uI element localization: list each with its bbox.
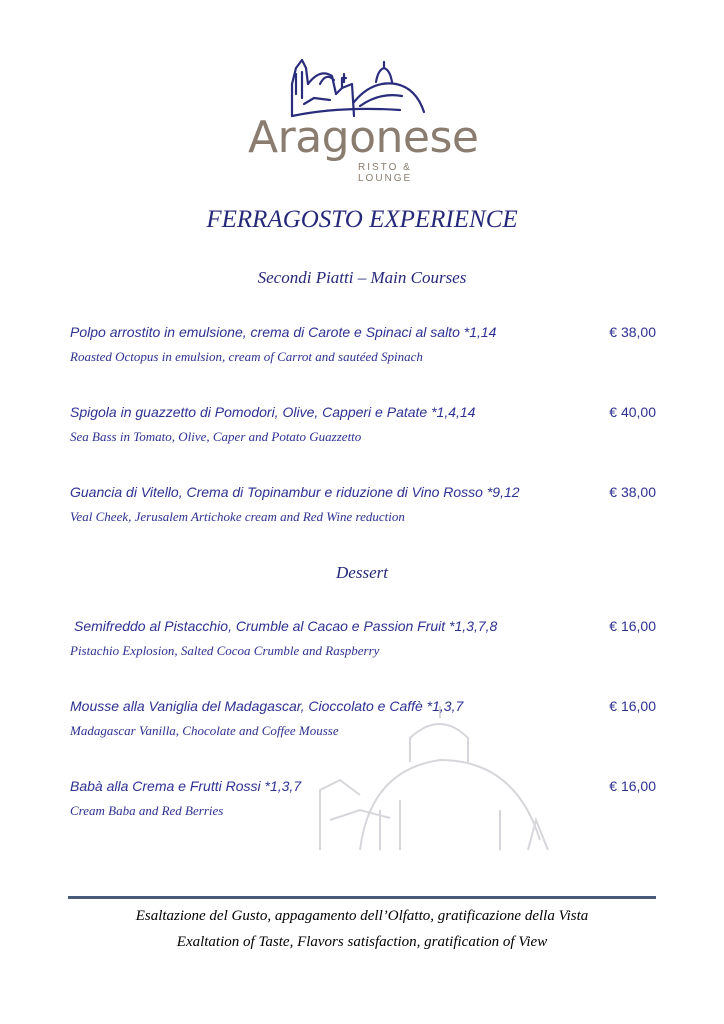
dish-price: € 16,00: [609, 618, 656, 634]
menu-item: [70, 404, 660, 445]
dish-name-italian: Polpo arrostito in emulsione, crema di Carote e Spinaci al salto *1,14: [70, 324, 497, 340]
dish-price: € 38,00: [609, 324, 656, 340]
section-heading-dessert: Dessert: [336, 563, 388, 582]
menu-item: [70, 778, 660, 819]
dish-name-italian: Guancia di Vitello, Crema di Topinambur e riduzione di Vino Rosso *9,12: [70, 484, 520, 500]
dish-name-italian: Mousse alla Vaniglia del Madagascar, Cioccolato e Caffè *1,3,7: [70, 698, 464, 714]
footer-divider: [68, 896, 656, 899]
dish-name-english: Sea Bass in Tomato, Olive, Caper and Potato Guazzetto: [70, 429, 362, 444]
footer-line-english: Exaltation of Taste, Flavors satisfaction, gratification of View: [176, 934, 548, 950]
dish-name-english: Cream Baba and Red Berries: [70, 803, 224, 818]
dish-name-english: Madagascar Vanilla, Chocolate and Coffee Mousse: [70, 723, 339, 738]
brand-name: Aragonese: [248, 112, 479, 163]
menu-item: [70, 618, 660, 659]
dish-name-italian: Semifreddo al Pistacchio, Crumble al Cacao e Passion Fruit *1,3,7,8: [74, 618, 498, 634]
dish-price: € 40,00: [609, 404, 656, 420]
dish-name-italian: Babà alla Crema e Frutti Rossi *1,3,7: [70, 778, 302, 794]
footer-line-italian: Esaltazione del Gusto, appagamento dell’Olfatto, gratificazione della Vista: [135, 908, 589, 924]
page-title: FERRAGOSTO EXPERIENCE: [206, 206, 518, 233]
logo: [240, 50, 479, 184]
dish-name-english: Veal Cheek, Jerusalem Artichoke cream and Red Wine reduction: [70, 509, 405, 524]
dish-name-italian: Spigola in guazzetto di Pomodori, Olive, Capperi e Patate *1,4,14: [70, 404, 476, 420]
dish-price: € 16,00: [609, 778, 656, 794]
dish-name-english: Roasted Octopus in emulsion, cream of Carrot and sautéed Spinach: [70, 349, 423, 364]
dish-price: € 16,00: [609, 698, 656, 714]
section-heading-main-courses: Secondi Piatti – Main Courses: [257, 268, 467, 287]
menu-item: [70, 324, 660, 365]
dish-name-english: Pistachio Explosion, Salted Cocoa Crumble and Raspberry: [70, 643, 380, 658]
menu-item: [70, 698, 660, 739]
dish-price: € 38,00: [609, 484, 656, 500]
menu-item: [70, 484, 660, 525]
brand-subtitle: RISTO & LOUNGE: [358, 162, 413, 184]
